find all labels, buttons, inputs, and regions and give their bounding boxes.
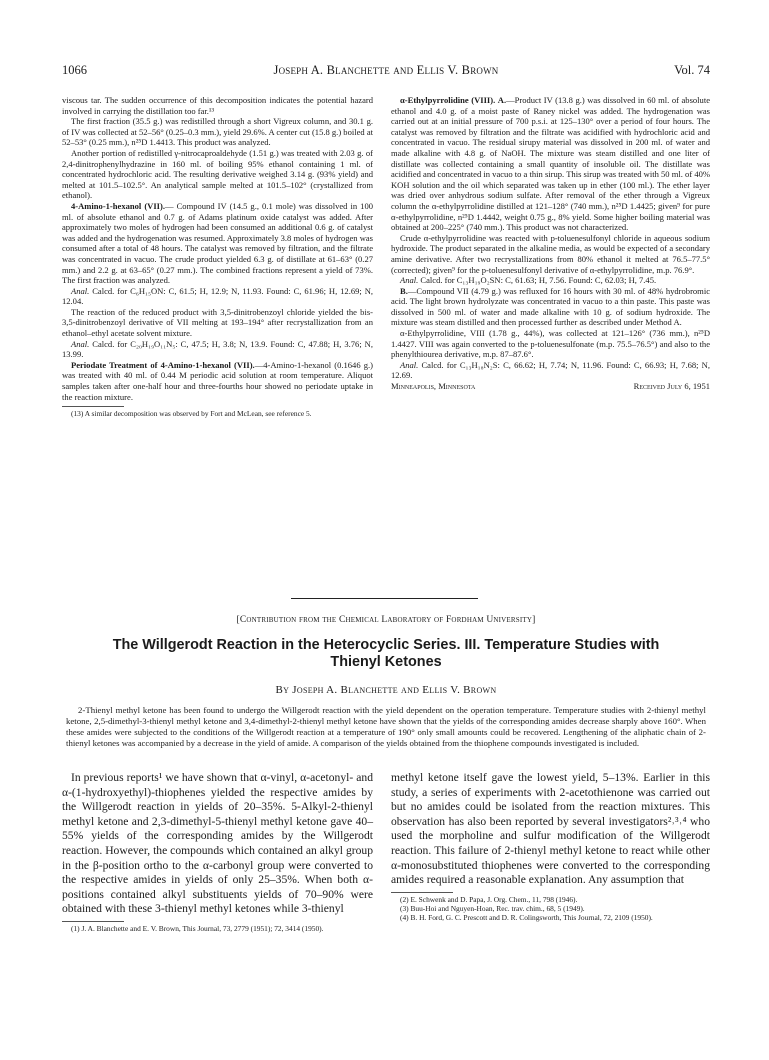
volume-label: Vol. 74 bbox=[674, 63, 710, 77]
paragraph: Crude α-ethylpyrrolidine was reacted with p-toluenesulfonyl chloride in aqueous sodium hydroxide. The product separated in the alkaline media, as would be expected of a secondary amine derivative. After two recrystallizations from 80% ethanol it melted at 76.5–77.5° (corrected); given⁹ for the p-toluenesulfonyl derivative of α-ethylpyrrolidine, m.p. 76.9°. bbox=[391, 232, 710, 275]
paragraph: viscous tar. The sudden occurrence of this decomposition indicates the potential hazard involved in carrying the distillation too far.¹³ bbox=[62, 95, 373, 116]
analysis-line: Anal. Calcd. for C₁₃H₁₈N₂S: C, 66.62; H, 7.74; N, 11.96. Found: C, 66.93; H, 7.68; N, 12.69. bbox=[391, 359, 710, 381]
footnote: (4) B. H. Ford, G. C. Prescott and D. R. Colingsworth, This Journal, 72, 2109 (1950). bbox=[400, 913, 653, 923]
signoff bbox=[391, 381, 710, 392]
analysis-line: Anal. Calcd. for C₁₃H₁₉O₂SN: C, 61.63; H, 7.56. Found: C, 62.03; H, 7.45. bbox=[400, 275, 657, 286]
analysis-line: Anal. Calcd. for C₆H₁₅ON: C, 61.5; H, 12.9; N, 11.93. Found: C, 61.96; H, 12.69; N, 12.04. bbox=[62, 285, 374, 307]
running-title: Joseph A. Blanchette and Ellis V. Brown bbox=[273, 63, 499, 77]
footnote-rule bbox=[62, 406, 124, 407]
body-left-column bbox=[62, 771, 373, 933]
article-title: The Willgerodt Reaction in the Heterocyclic Series. III. Temperature Studies with Thienyl Ketones bbox=[112, 637, 660, 670]
paragraph: α-Ethylpyrrolidine, VIII (1.78 g., 44%), was collected at 121–126° (736 mm.), n²⁵D 1.4427. VIII was again converted to the p-toluenesulfonate (m.p. 75.5–76.5°) and also to the phenylthiourea derivative, m.p. 87–87.6°. bbox=[391, 328, 710, 360]
footnote: (13) A similar decomposition was observed by Fort and McLean, see reference 5. bbox=[71, 409, 312, 419]
running-header bbox=[62, 62, 710, 78]
contribution-line: [Contribution from the Chemical Laboratory of Fordham University] bbox=[236, 615, 536, 625]
article-authors: By Joseph A. Blanchette and Ellis V. Brown bbox=[275, 684, 497, 696]
footnote: (1) J. A. Blanchette and E. V. Brown, This Journal, 73, 2779 (1951); 72, 3414 (1950). bbox=[71, 923, 324, 933]
paragraph: Periodate Treatment of 4-Amino-1-hexanol (VII).—4-Amino-1-hexanol (0.1646 g.) was treated with 40 ml. of 0.44 M periodic acid solution at room temperature. Aliquot samples taken after one-half hour and three-fourths hour showed no periodate uptake in the reaction mixture. bbox=[62, 359, 373, 402]
signoff-location: Minneapolis, Minnesota bbox=[391, 381, 476, 392]
article-abstract: 2-Thienyl methyl ketone has been found to undergo the Willgerodt reaction with the yield dependent on the operation temperature. Temperature studies with 2-thienyl methyl ketone, 2,5-dimethyl-3-thienyl methyl ketone and 3,4-dimethyl-2-thienyl methyl ketone have shown that the yields of the corresponding amides decrease sharply above 160°. When these amides were subjected to the conditions of the Willgerodt reaction at a temperature of 190° only small amounts could be recovered. Lengthening of the aliphatic chain of 2-thienyl ketones was accompanied by a decrease in the yield of amide. A comparison of the yields obtained from the thiophene compounds investigated is included. bbox=[66, 705, 706, 748]
received-date: Received July 6, 1951 bbox=[633, 381, 710, 392]
section-heading: 4-Amino-1-hexanol (VII). bbox=[71, 200, 165, 211]
left-column bbox=[62, 95, 373, 418]
footnote-rule bbox=[391, 892, 453, 893]
right-column bbox=[391, 95, 710, 392]
paragraph: B.—Compound VII (4.79 g.) was refluxed for 16 hours with 30 ml. of 48% hydrobromic acid. The light brown hydrolyzate was concentrated in vacuo to a thin paste. This paste was dissolved in 500 ml. of water and made alkaline with 10 g. of sodium hydroxide. The mixture was steam distilled and then processed further as described under Method A. bbox=[391, 285, 710, 328]
section-heading: α-Ethylpyrrolidine (VIII). bbox=[400, 95, 496, 105]
paragraph: The reaction of the reduced product with 3,5-dinitrobenzoyl chloride yielded the bis-3,5-dinitrobenzoyl derivative of VII melting at 193–194° after recrystallization from an ethanol–ethyl acetate solvent mixture. bbox=[62, 306, 373, 339]
section-heading: Periodate Treatment of 4-Amino-1-hexanol (VII). bbox=[71, 359, 255, 370]
body-right-column bbox=[391, 771, 710, 922]
body-paragraph: methyl ketone itself gave the lowest yield, 5–13%. Earlier in this study, a series of experiments with 2-acetothienone was carried out but no amides could be isolated from the reaction mixtures. This observation has also been reported by several investigators²˒³˒⁴ who used the morpholine and sulfur modification of the Willgerodt reaction. This failure of 2-thienyl methyl ketone to react while other α-monosubstituted thiophenes were converted to the corresponding amides required a reasonable explanation. Any assumption that bbox=[391, 771, 710, 887]
paragraph: Another portion of redistilled γ-nitrocaproaldehyde (1.51 g.) was treated with 2.03 g. of 2,4-dinitrophenylhydrazine in 160 ml. of boiling 95% ethanol containing 1 ml. of concentrated hydrochloric acid. The resulting derivative weighed 3.14 g. (93% yield) and melted at 101.5–102.5°. An analytical sample melted at 101.5–102° (crystallized from ethanol). bbox=[62, 147, 373, 201]
paragraph: α-Ethylpyrrolidine (VIII). A.—Product IV (13.8 g.) was dissolved in 60 ml. of absolute ethanol and 4.0 g. of a moist paste of Raney nickel was added. The hydrogenation was carried out at an initial pressure of 700 p.s.i. at 125–130° over a period of four hours. The catalyst was removed by filtration and the filtrate was acidified with hydrochloric acid and concentrated in vacuo. The residual sirupy material was dissolved in 200 ml. of water and made alkaline with 4.8 g. of NaOH. The mixture was steam distilled and one liter of distillate was collected containing a small quantity of insoluble oil. The distillate was acidified and concentrated in vacuo to a thin sirup. This sirup was treated with 50 ml. of 40% KOH solution and the oil which separated was taken up in ether (100 ml.). The ether layer was dried over anhydrous sodium sulfate. After removal of the ether through a Vigreux column the α-ethylpyrrolidine distilled at 121–128° (740 mm.), n²⁵D 1.4425; given⁹ for pure α-ethylpyrrolidine, n²⁵D 1.4442, weight 0.75 g., 8% yield. Some higher boiling material was obtained at 200–225° (740 mm.). This product was not characterized. bbox=[391, 95, 710, 233]
page-number: 1066 bbox=[62, 63, 87, 77]
paragraph: The first fraction (35.5 g.) was redistilled through a short Vigreux column, and 30.1 g. of IV was collected at 52–56° (0.25–0.3 mm.), yield 29.6%. A center cut (15.8 g.) boiled at 52–53° (0.25 mm.), n²⁵D 1.4413. This product was analyzed. bbox=[62, 116, 373, 148]
footnote: (3) Buu-Hoi and Nguyen-Hoan, Rec. trav. chim., 68, 5 (1949). bbox=[400, 903, 585, 913]
footnote: (2) E. Schwenk and D. Papa, J. Org. Chem., 11, 798 (1946). bbox=[400, 894, 578, 904]
paragraph: 4-Amino-1-hexanol (VII).— Compound IV (14.5 g., 0.1 mole) was dissolved in 100 ml. of absolute ethanol and 0.7 g. of Adams platinum oxide catalyst was added. After approximately two moles of hydrogen had been consumed an additional 0.6 g. of catalyst was added and the hydrogenation was resumed. Approximately 3.8 moles of hydrogen was consumed after a total of 48 hours. The catalyst was removed by filtration, and the filtrate was concentrated in vacuo. The crude product yielded 6.3 g. of distillate at 61–63° (0.27 mm.) and 2.2 g. at 63–65° (0.27 mm.). The combined fractions represent a yield of 73%. The first fraction was analyzed. bbox=[62, 200, 373, 286]
article-divider bbox=[291, 598, 478, 599]
footnote-rule bbox=[62, 921, 124, 922]
body-paragraph: In previous reports¹ we have shown that α-vinyl, α-acetonyl- and α-(1-hydroxyethyl)-thiophenes yielded the respective amides by the Willgerodt reaction in yields of 20–35%. 5-Alkyl-2-thienyl methyl ketone and 2,3-dimethyl-5-thienyl methyl ketone gave 40–55% yields of the corresponding amides by the Willgerodt reaction. However, the compounds which contained an alkyl group in the β-position ortho to the α-carbonyl group were converted to the respective amides in yields of only 25–35%. When both α-positions contained alkyl substituents yields of 70–90% were obtained with these 3-thienyl methyl ketones while 3-thienyl bbox=[62, 771, 373, 916]
analysis-line: Anal. Calcd. for C₂₀H₁₉O₁₁N₅: C, 47.5; H, 3.8; N, 13.9. Found: C, 47.88; H, 3.76; N, 13.99. bbox=[62, 338, 373, 360]
